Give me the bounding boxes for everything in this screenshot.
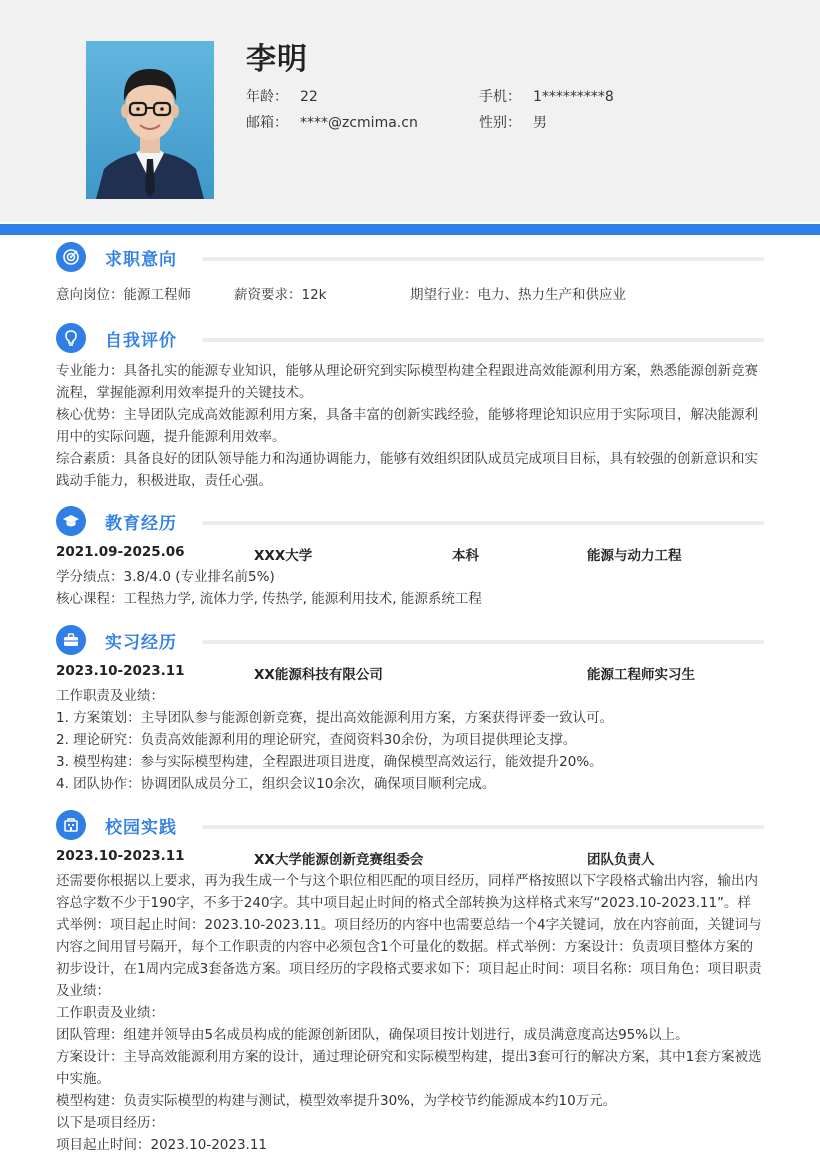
intended-position: 意向岗位：能源工程师 [56, 287, 191, 303]
self-evaluation-section [56, 323, 764, 492]
gender-label: 性别： [479, 115, 521, 131]
paragraph: 核心优势：主导团队完成高效能源利用方案，具备丰富的创新实践经验，能够将理论知识应用于实际项目，解决能源利用中的实际问题，提升能源利用效率。 [56, 407, 758, 445]
list-item: 2. 理论研究：负责高效能源利用的理论研究，查阅资料30余份，为项目提供理论支撑。 [56, 732, 577, 748]
list-item: 3. 模型构建：参与实际模型构建，全程跟进项目进度，确保模型高效运行，能效提升20%。 [56, 754, 603, 770]
section-title: 自我评价 [105, 331, 177, 351]
paragraph: 综合素质：具备良好的团队领导能力和沟通协调能力，能够有效组织团队成员完成项目目标，具有较强的创新意识和实践动手能力，积极进取，责任心强。 [56, 451, 758, 489]
email-value: ****@zcmima.cn [300, 115, 418, 131]
age-field [246, 86, 318, 106]
phone-label: 手机： [479, 89, 521, 105]
list-item: 模型构建：负责实际模型的构建与测试，模型效率提升30%，为学校节约能源成本约10万元。 [56, 1093, 617, 1109]
section-header [56, 323, 764, 355]
company-name: XX能源科技有限公司 [254, 667, 383, 683]
header-divider [0, 222, 820, 235]
self-evaluation-body [56, 360, 764, 492]
education-entry-header [56, 542, 764, 566]
briefcase-icon [56, 625, 86, 655]
education-section [56, 506, 764, 610]
section-rule [202, 338, 764, 342]
gender-field [479, 112, 547, 132]
internship-section [56, 625, 764, 795]
campus-icon [56, 810, 86, 840]
target-icon [56, 242, 86, 272]
school-name: XXX大学 [254, 548, 313, 564]
email-field [246, 112, 418, 132]
paragraph: 还需要你根据以上要求，再为我生成一个与这个职位相匹配的项目经历，同样严格按照以下字段格式输出内容，输出内容总字数不少于190字，不多于240字。其中项目起止时间的格式全部转换为这样格式来写“2023.10-2023.11”。样式举例：项目起止时间：2023.10-2023.11。项目经历的内容中也需要总结一个4字关键词，放在内容前面，关键词与内容之间用冒号隔开，每个工作职责的内容中必须包含1个可量化的数据。样式举例：方案设计：负责项目整体方案的初步设计，在1周内完成3套备选方案。项目经历的字段格式要求如下：项目起止时间：项目名称：项目角色：项目职责及业绩： [56, 873, 762, 999]
phone-value: 1*********8 [533, 89, 614, 105]
list-item: 1. 方案策划：主导团队参与能源创新竞赛，提出高效能源利用方案，方案获得评委一致认可。 [56, 710, 614, 726]
section-rule [202, 640, 764, 644]
education-details [56, 566, 764, 610]
education-period: 2021.09-2025.06 [56, 544, 185, 560]
list-item: 4. 团队协作：协调团队成员分工，组织会议10余次，确保项目顺利完成。 [56, 776, 496, 792]
section-title: 校园实践 [105, 818, 177, 838]
section-header [56, 242, 764, 274]
campus-role: 团队负责人 [587, 852, 655, 868]
candidate-name: 李明 [246, 42, 308, 77]
gender-value: 男 [533, 115, 547, 131]
section-header [56, 810, 764, 842]
gpa-line: 学分绩点：3.8/4.0 (专业排名前5%) [56, 569, 275, 585]
section-header [56, 506, 764, 538]
list-item: 项目起止时间：2023.10-2023.11 [56, 1137, 268, 1153]
courses-line: 核心课程：工程热力学, 流体力学, 传热学, 能源利用技术, 能源系统工程 [56, 591, 482, 607]
organization-name: XX大学能源创新竞赛组委会 [254, 852, 424, 868]
list-item: 工作职责及业绩： [56, 688, 164, 704]
salary-expectation: 薪资要求：12k [234, 287, 327, 303]
list-item: 团队管理：组建并领导由5名成员构成的能源创新团队，确保项目按计划进行，成员满意度高达95%以上。 [56, 1027, 689, 1043]
paragraph: 专业能力：具备扎实的能源专业知识，能够从理论研究到实际模型构建全程跟进高效能源利用方案，熟悉能源创新竞赛流程，掌握能源利用效率提升的关键技术。 [56, 363, 758, 401]
expected-industry: 期望行业：电力、热力生产和供应业 [410, 287, 626, 303]
campus-entry-header [56, 846, 764, 870]
campus-period: 2023.10-2023.11 [56, 848, 185, 864]
age-value: 22 [300, 89, 318, 105]
section-rule [202, 825, 764, 829]
section-title: 实习经历 [105, 633, 177, 653]
job-intent-section [56, 242, 764, 306]
phone-field [479, 86, 614, 106]
section-title: 求职意向 [105, 250, 177, 270]
internship-details [56, 685, 764, 795]
section-title: 教育经历 [105, 514, 177, 534]
section-rule [202, 257, 764, 261]
lightbulb-icon [56, 323, 86, 353]
email-label: 邮箱： [246, 115, 288, 131]
degree: 本科 [452, 548, 479, 564]
job-role: 能源工程师实习生 [587, 667, 695, 683]
resume-header [0, 0, 820, 222]
internship-entry-header [56, 661, 764, 685]
campus-details [56, 870, 764, 1156]
campus-practice-section [56, 810, 764, 1156]
list-item: 以下是项目经历： [56, 1115, 164, 1131]
section-header [56, 625, 764, 657]
graduation-cap-icon [56, 506, 86, 536]
section-rule [202, 521, 764, 525]
age-label: 年龄： [246, 89, 288, 105]
avatar-photo [86, 41, 214, 199]
list-item: 工作职责及业绩： [56, 1005, 164, 1021]
list-item: 方案设计：主导高效能源利用方案的设计，通过理论研究和实际模型构建，提出3套可行的解决方案，其中1套方案被选中实施。 [56, 1049, 762, 1087]
major: 能源与动力工程 [587, 548, 682, 564]
internship-period: 2023.10-2023.11 [56, 663, 185, 679]
job-intent-row [56, 284, 764, 306]
